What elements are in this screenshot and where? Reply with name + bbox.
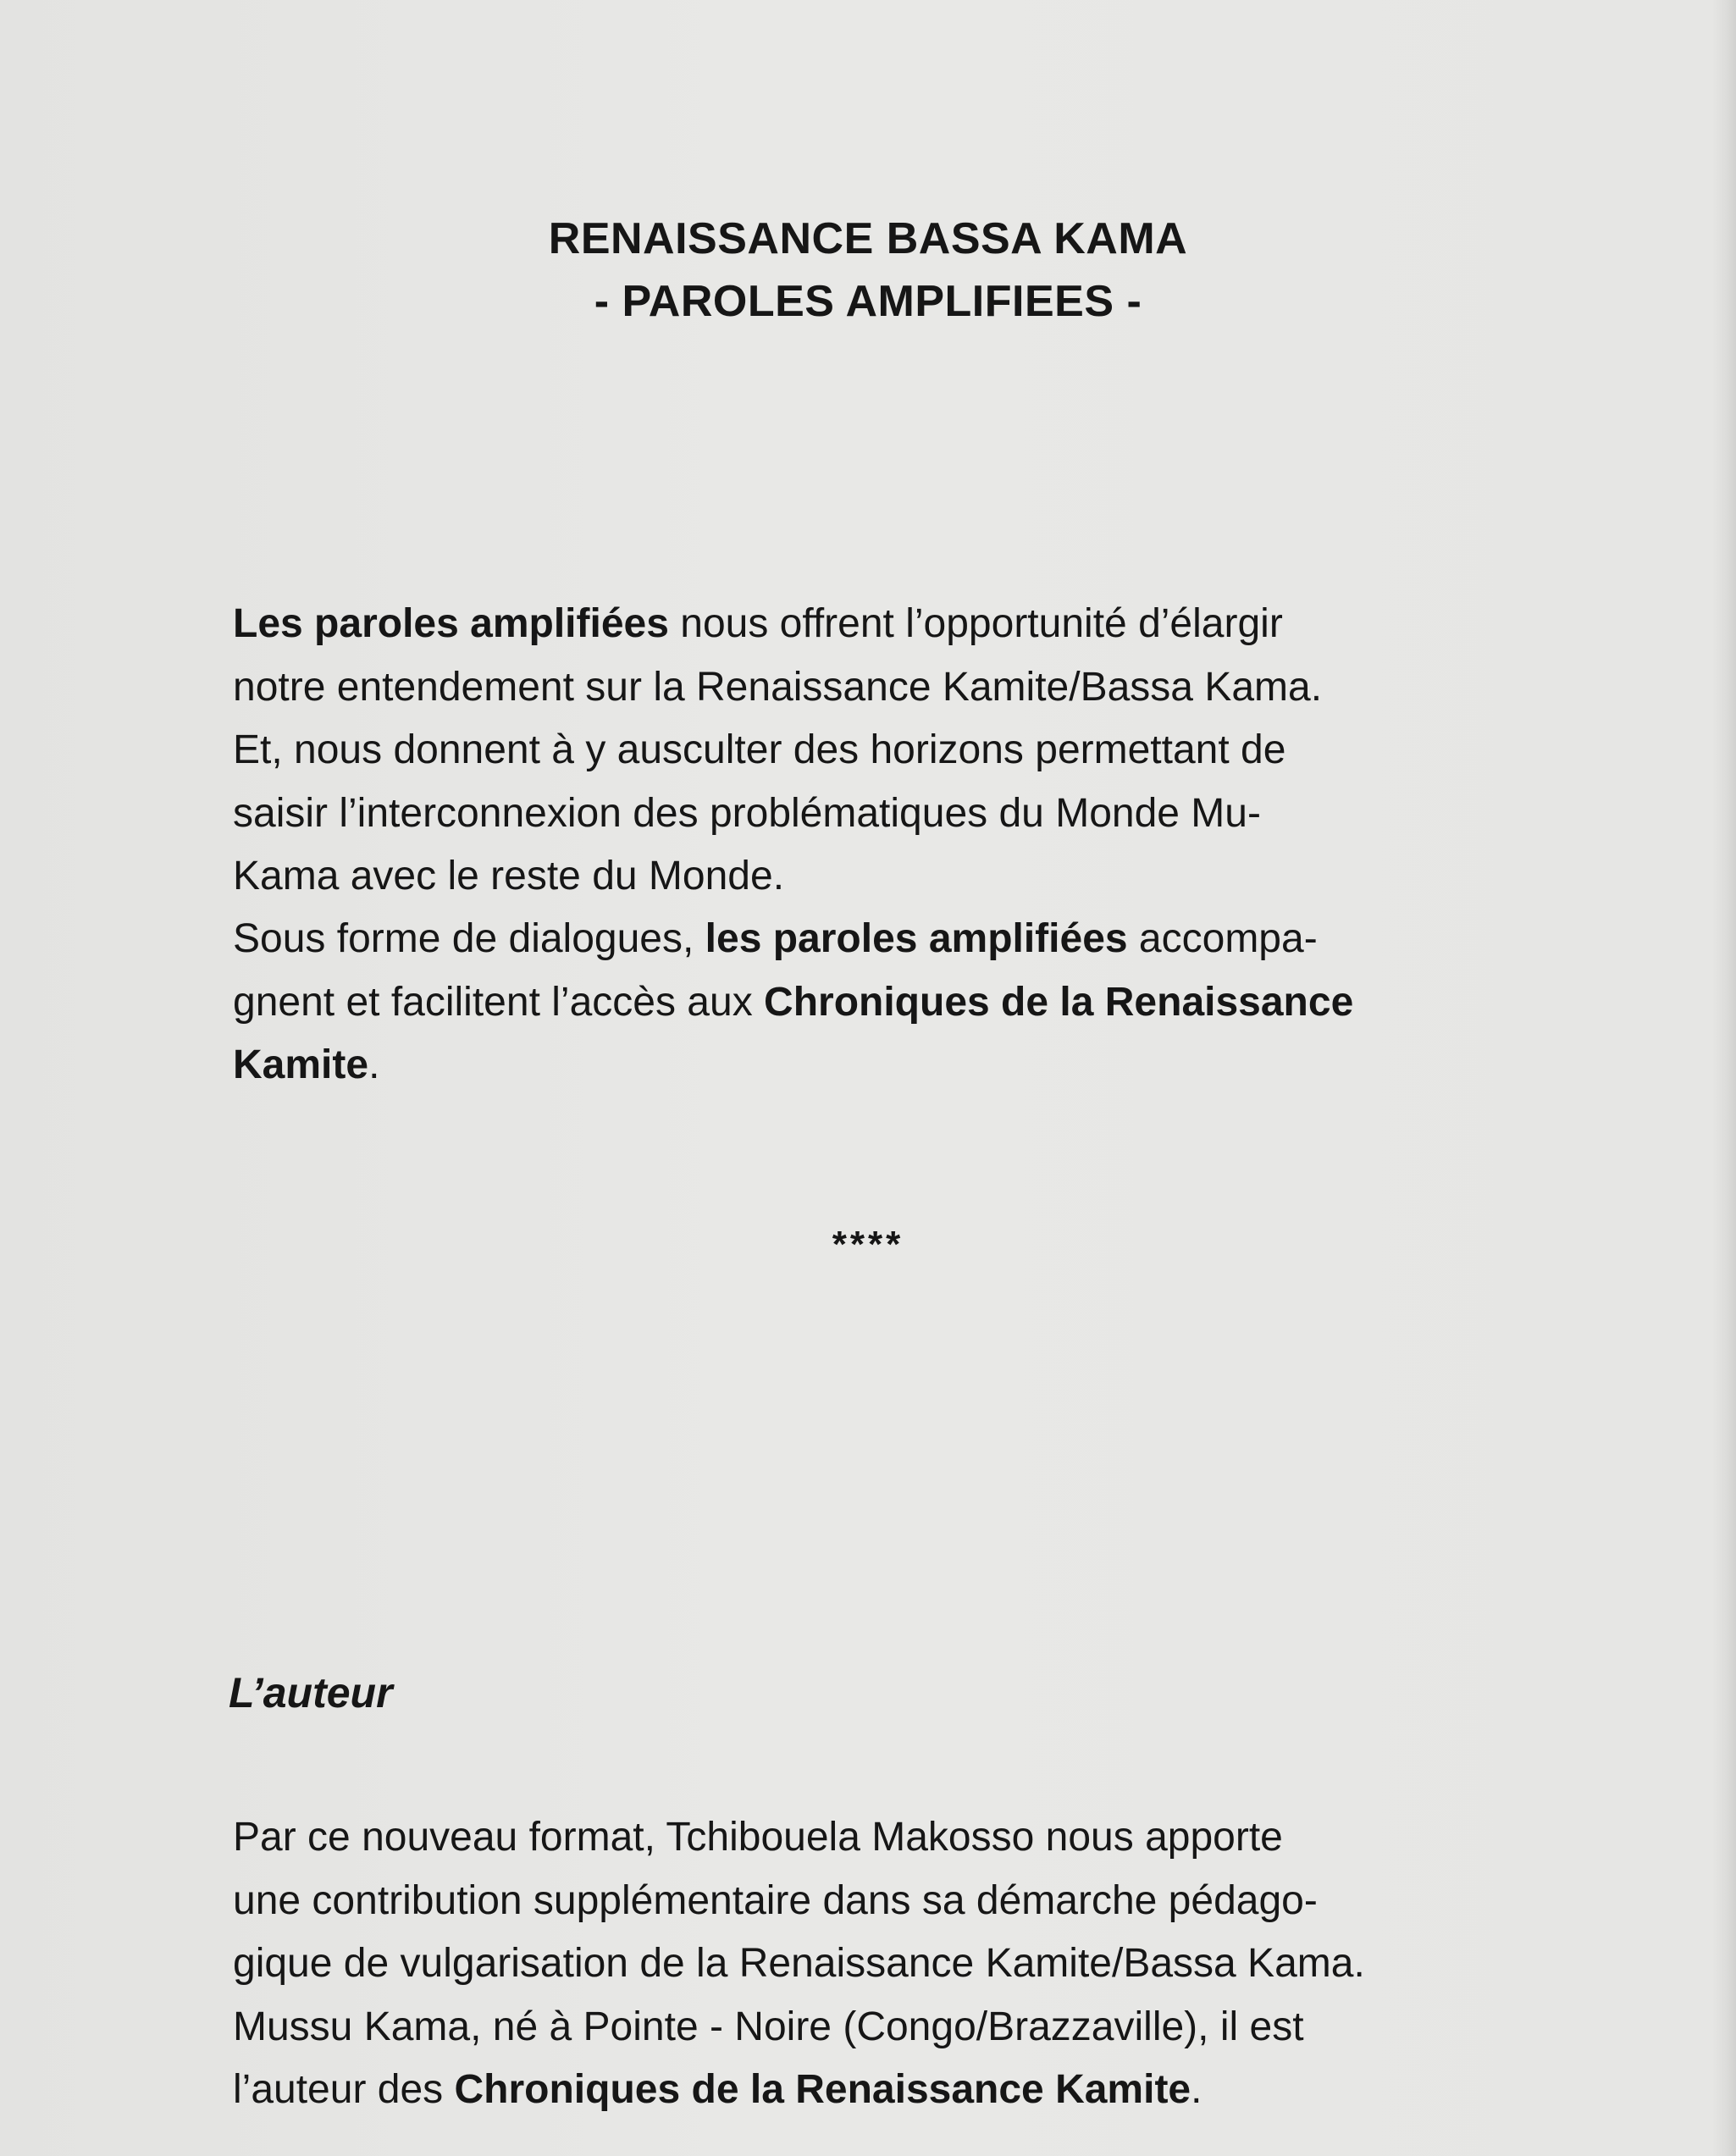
bold-phrase: les paroles amplifiées — [705, 916, 1128, 961]
title-line-2: - PAROLES AMPLIFIEES - — [594, 277, 1142, 326]
paragraph-line: Par ce nouveau format, Tchibouela Makosso nous apporte — [233, 1815, 1283, 1860]
paragraph-line: Mussu Kama, né à Pointe - Noire (Congo/Brazzaville), il est — [233, 2004, 1304, 2049]
paragraph-line: Kama avec le reste du Monde. — [233, 854, 785, 898]
author-heading: L’auteur — [229, 1669, 393, 1717]
paragraph-line: une contribution supplémentaire dans sa démarche pédago- — [233, 1877, 1318, 1923]
paragraph-line — [233, 593, 1520, 656]
paragraph-line: saisir l’interconnexion des problématiques du Monde Mu- — [233, 790, 1261, 836]
text-run: accompa- — [1127, 916, 1318, 961]
paragraph-line: notre entendement sur la Renaissance Kamite/Bassa Kama. — [233, 664, 1323, 710]
book-title — [0, 207, 1736, 333]
text-run: . — [368, 1042, 380, 1087]
text-run: l’auteur des — [233, 2067, 455, 2112]
paragraph-line: Et, nous donnent à y ausculter des horizons permettant de — [233, 727, 1286, 772]
bold-phrase: Chroniques de la Renaissance Kamite — [454, 2067, 1191, 2112]
paragraph-line — [233, 2059, 1520, 2122]
bold-phrase: Chroniques de la Renaissance — [764, 979, 1354, 1025]
paragraph-line: gique de vulgarisation de la Renaissance Kamite/Bassa Kama. — [233, 1941, 1365, 1986]
text-run: gnent et facilitent l’accès aux — [233, 979, 765, 1025]
intro-paragraph — [233, 593, 1520, 909]
bold-phrase: Kamite — [233, 1042, 369, 1087]
text-run: nous offrent l’opportunité d’élargir — [668, 601, 1283, 646]
dialogue-paragraph — [233, 908, 1520, 1097]
text-run: . — [1191, 2067, 1202, 2112]
title-line-1: RENAISSANCE BASSA KAMA — [548, 214, 1188, 263]
author-paragraph — [233, 1806, 1520, 2122]
bold-phrase: Les paroles amplifiées — [233, 601, 669, 646]
paragraph-line — [233, 908, 1520, 971]
text-run: Sous forme de dialogues, — [233, 916, 705, 961]
section-separator: **** — [832, 1224, 904, 1265]
paragraph-line — [233, 971, 1520, 1035]
paragraph-line — [233, 1034, 1520, 1097]
